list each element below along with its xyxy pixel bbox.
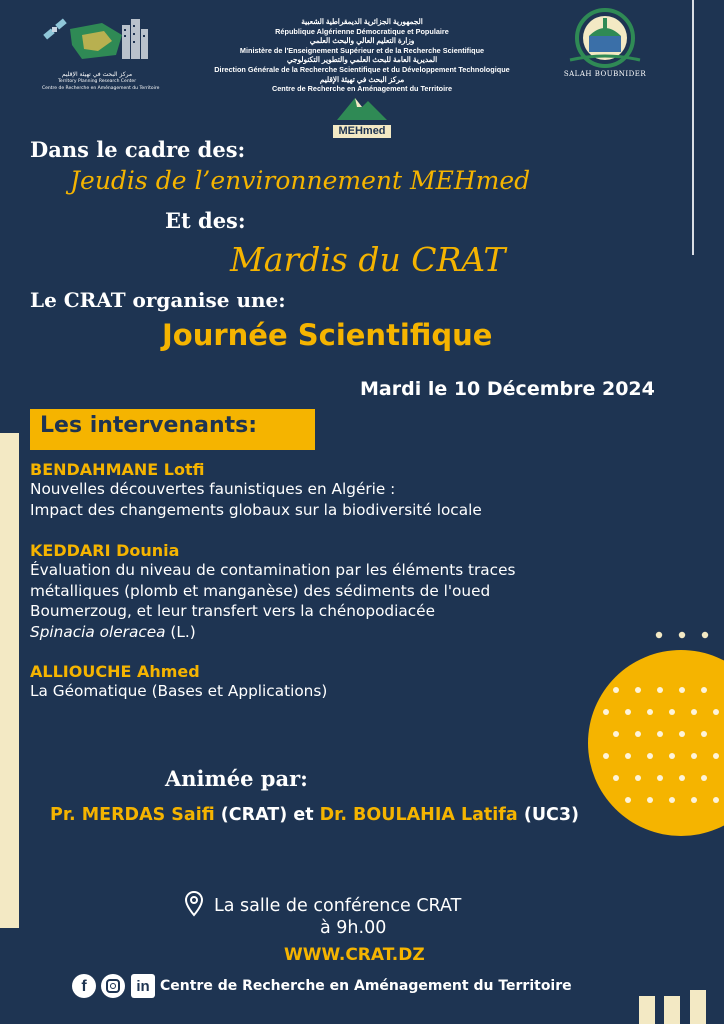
university-logo-icon xyxy=(556,8,654,68)
mehmed-logo xyxy=(333,95,391,135)
intro-line-2: Et des: xyxy=(165,208,246,233)
speaker-topic-line: La Géomatique (Bases et Applications) xyxy=(30,682,328,700)
right-decor-line xyxy=(692,0,694,255)
speaker-topic-line: métalliques (plomb et manganèse) des sédiments de l'oued xyxy=(30,581,491,600)
header-line: Ministère de l'Enseignement Supérieur et de la Recherche Scientifique xyxy=(239,45,485,55)
event-title: Journée Scientifique xyxy=(162,318,493,352)
event-mardis: Mardis du CRAT xyxy=(230,240,506,279)
speaker-block xyxy=(30,541,515,642)
speaker-species-line xyxy=(30,622,515,643)
speaker-name: BENDAHMANE Lotfi xyxy=(30,460,205,479)
speaker-block xyxy=(30,662,327,702)
website-link[interactable]: WWW.CRAT.DZ xyxy=(284,945,425,965)
header-line: Centre de Recherche en Aménagement du Territoire xyxy=(271,84,453,94)
venue-time: à 9h.00 xyxy=(320,918,387,938)
header-line: مركز البحث في تهيئة الإقليم xyxy=(319,74,405,84)
moderator-1-name: Pr. MERDAS Saifi xyxy=(50,805,215,825)
moderators-line xyxy=(50,805,579,825)
event-date: Mardi le 10 Décembre 2024 xyxy=(360,378,655,400)
university-logo xyxy=(556,8,654,80)
header-line: المديرية العامة للبحث العلمي والتطوير التكنولوجي xyxy=(286,55,438,65)
speaker-name: ALLIOUCHE Ahmed xyxy=(30,662,200,681)
speaker-block xyxy=(30,460,482,520)
moderators-connector: et xyxy=(293,805,320,825)
header-line: Direction Générale de la Recherche Scientifique et du Développement Technologique xyxy=(214,64,510,74)
animated-label: Animée par: xyxy=(165,766,308,791)
location-pin-icon xyxy=(184,890,204,918)
speaker-topic-line: Impact des changements globaux sur la biodiversité locale xyxy=(30,500,482,519)
speaker-topic-line: Boumerzoug, et leur transfert vers la chénopodiacée xyxy=(30,602,435,620)
crat-logo-fr: Centre de Recherche en Aménagement du Territoire xyxy=(42,86,160,91)
crat-logo-arabic: مركز البحث في تهيئة الإقليم xyxy=(61,71,133,78)
sun-circle-decor xyxy=(586,650,724,836)
speakers-label: Les intervenants: xyxy=(40,413,258,438)
header-line: الجمهورية الجزائرية الديمقراطية الشعبية xyxy=(301,17,423,26)
crat-logo-icon xyxy=(42,15,152,67)
intro-line-1: Dans le cadre des: xyxy=(30,137,246,162)
crat-logo-en: Territory Planning Research Center xyxy=(57,79,137,84)
header-line: وزارة التعليم العالي والبحث العلمي xyxy=(309,36,415,46)
footer-org: Centre de Recherche en Aménagement du Territoire xyxy=(160,978,572,994)
intro-line-3: Le CRAT organise une: xyxy=(30,288,286,312)
speaker-topic-line: Nouvelles découvertes faunistiques en Algérie : xyxy=(30,480,396,498)
facebook-icon[interactable]: f xyxy=(72,974,96,998)
crat-logo xyxy=(42,15,160,91)
moderator-1-org: (CRAT) xyxy=(214,805,294,825)
left-decor-bar xyxy=(0,433,19,928)
species-name: Spinacia oleracea xyxy=(30,622,166,641)
university-logo-name: SALAH BOUBNIDER xyxy=(563,70,647,78)
speaker-topic-line: Évaluation du niveau de contamination par les éléments traces xyxy=(30,561,516,579)
bar-decor xyxy=(639,996,655,1024)
bar-decor xyxy=(690,990,706,1024)
event-jeudis: Jeudis de l’environnement MEHmed xyxy=(70,166,531,195)
bar-decor xyxy=(664,996,680,1024)
instagram-icon[interactable] xyxy=(101,974,125,998)
linkedin-icon[interactable]: in xyxy=(131,974,155,998)
moderator-2-org: (UC3) xyxy=(517,805,580,825)
institution-header xyxy=(170,17,554,94)
species-suffix: (L.) xyxy=(165,622,196,641)
header-line: République Algérienne Démocratique et Populaire xyxy=(275,26,449,36)
venue-place: La salle de conférence CRAT xyxy=(214,896,462,916)
moderator-2-name: Dr. BOULAHIA Latifa xyxy=(319,805,518,825)
mehmed-logo-text: MEHmed xyxy=(333,125,391,138)
speaker-name: KEDDARI Dounia xyxy=(30,541,180,560)
mehmed-logo-icon xyxy=(333,95,391,121)
